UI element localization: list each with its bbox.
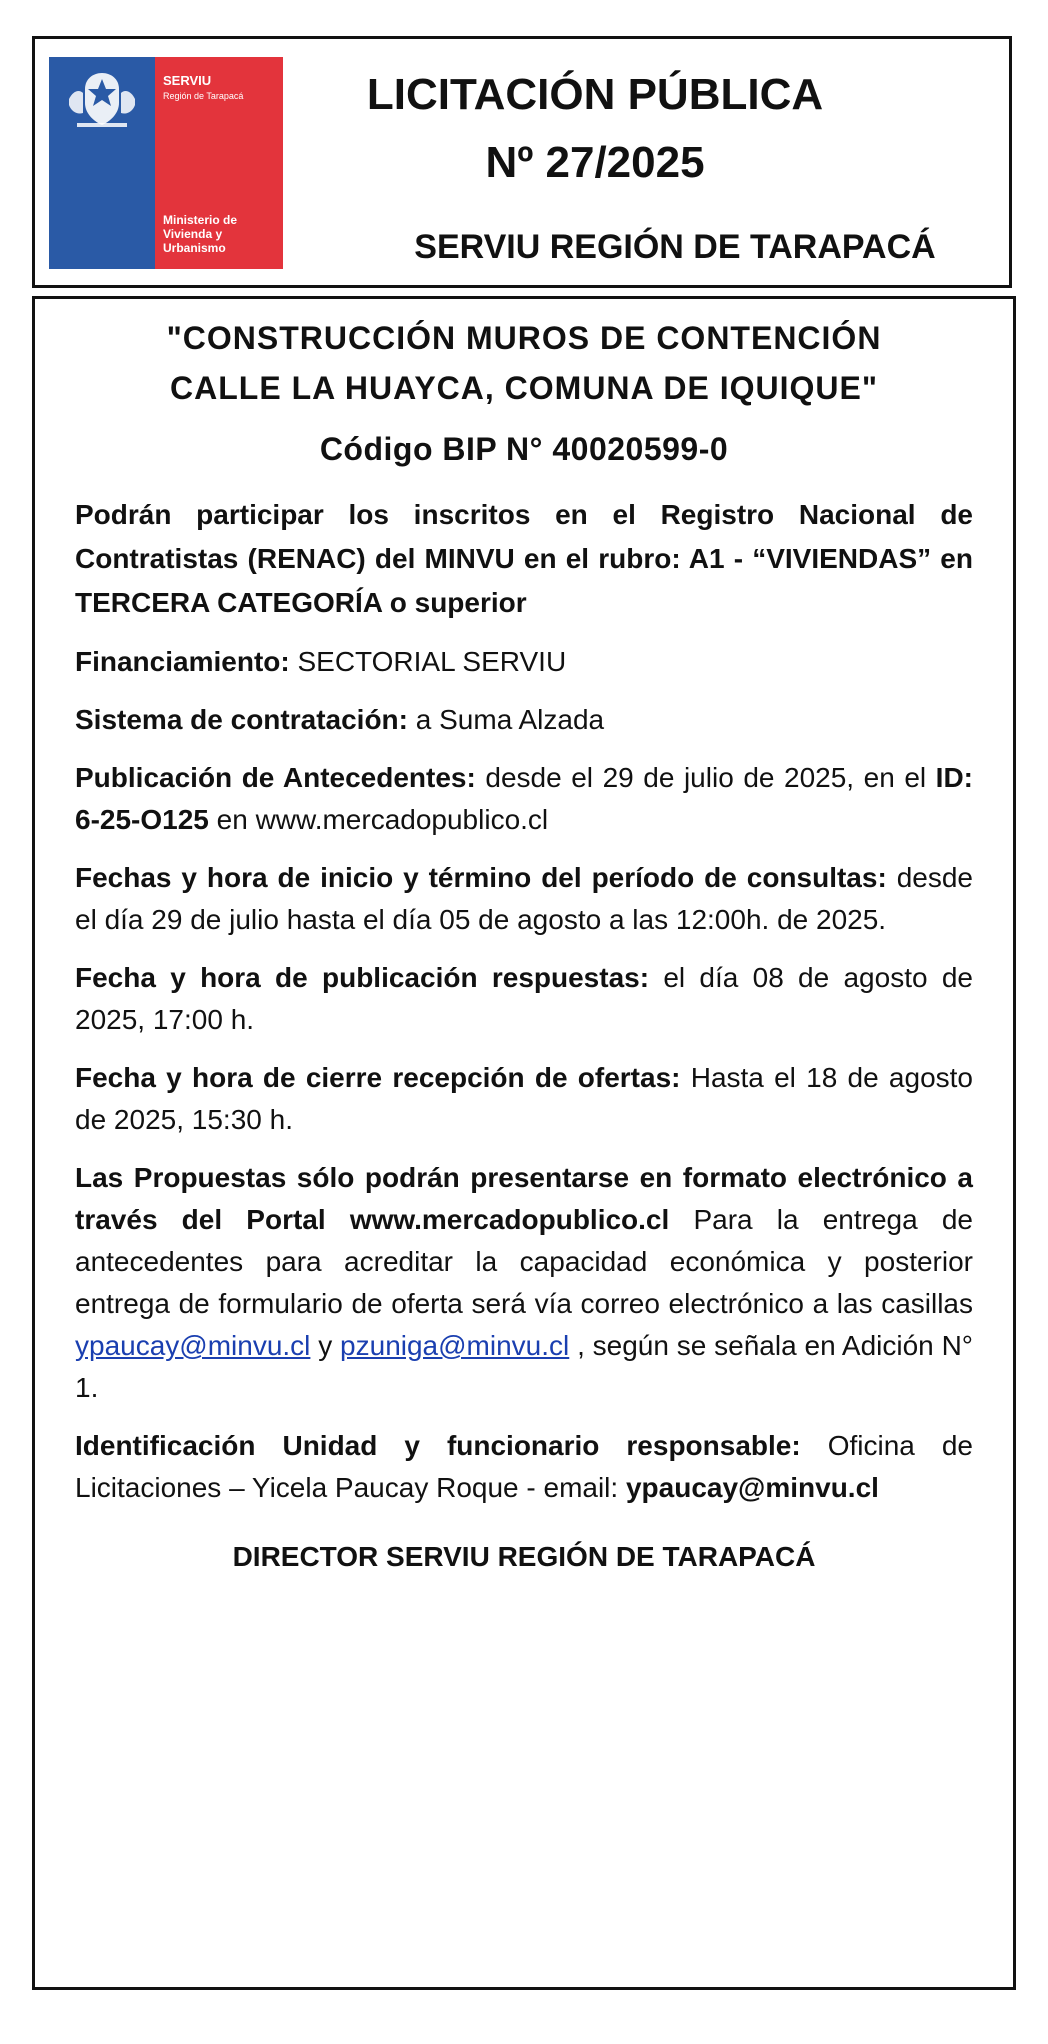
- contract-system-paragraph: [75, 699, 973, 741]
- queries-label: Fechas y hora de inicio y término del período de consultas:: [75, 862, 887, 893]
- email-link-ypaucay[interactable]: ypaucay@minvu.cl: [75, 1330, 311, 1361]
- publication-paragraph: [75, 757, 973, 841]
- email-link-pzuniga[interactable]: pzuniga@minvu.cl: [340, 1330, 570, 1361]
- proposals-text-3: , según se señala en Adición N° 1.: [75, 1330, 973, 1403]
- page-title: LICITACIÓN PÚBLICA: [366, 70, 824, 119]
- eligibility-paragraph: Podrán participar los inscritos en el Registro Nacional de Contratistas (RENAC) del MINVU en el rubro: A1 - “VIVIENDAS” en TERCERA CATEGORÍA o superior: [75, 499, 973, 618]
- queries-value: desde el día 29 de julio hasta el día 05 de agosto a las 12:00h. de 2025.: [75, 862, 973, 935]
- proposals-paragraph: [75, 1157, 973, 1409]
- responsible-value: Oficina de Licitaciones – Yicela Paucay Roque - email:: [75, 1430, 973, 1503]
- answers-paragraph: [75, 957, 973, 1041]
- closing-label: Fecha y hora de cierre recepción de ofertas:: [75, 1062, 681, 1093]
- logo-serviu-text: SERVIU: [163, 73, 212, 88]
- closing-paragraph: [75, 1057, 973, 1141]
- bip-code: Código BIP N° 40020599-0: [319, 431, 729, 467]
- financing-label: Financiamiento:: [75, 646, 290, 677]
- project-title-line-1: "CONSTRUCCIÓN MUROS DE CONTENCIÓN: [166, 320, 882, 356]
- publication-value-2: en www.mercadopublico.cl: [208, 804, 549, 835]
- project-title: [75, 313, 973, 413]
- financing-value: SECTORIAL SERVIU: [289, 646, 567, 677]
- publication-label: Publicación de Antecedentes:: [75, 762, 476, 793]
- responsible-label: Identificación Unidad y funcionario responsable:: [75, 1430, 801, 1461]
- publication-id: ID: 6-25-O125: [75, 762, 973, 835]
- coat-of-arms-icon: [63, 69, 141, 131]
- director-signature: DIRECTOR SERVIU REGIÓN DE TARAPACÁ: [232, 1541, 816, 1572]
- tender-number: Nº 27/2025: [485, 138, 705, 187]
- queries-paragraph: [75, 857, 973, 941]
- financing-paragraph: [75, 641, 973, 683]
- logo-blue-panel: [49, 57, 155, 269]
- issuer-title: SERVIU REGIÓN DE TARAPACÁ: [414, 228, 936, 266]
- answers-value: el día 08 de agosto de 2025, 17:00 h.: [75, 962, 973, 1035]
- proposals-text-1: Para la entrega de antecedentes para acreditar la capacidad económica y posterior entrega de formulario de oferta será vía correo electrónico a las casillas: [75, 1204, 974, 1319]
- responsible-paragraph: [75, 1425, 973, 1509]
- serviu-logo: [49, 57, 283, 269]
- publication-value-1: desde el 29 de julio de 2025, en el: [475, 762, 936, 793]
- answers-label: Fecha y hora de publicación respuestas:: [75, 962, 650, 993]
- logo-ministry-text: Ministerio de Vivienda y Urbanismo: [163, 213, 238, 255]
- responsible-email: ypaucay@minvu.cl: [625, 1472, 879, 1503]
- header-box: [32, 36, 1012, 288]
- proposals-bold-text: Las Propuestas sólo podrán presentarse en formato electrónico a través del Portal www.mercadopublico.cl: [75, 1162, 973, 1235]
- logo-red-panel: [155, 57, 283, 269]
- main-content-box: [32, 296, 1016, 1990]
- closing-value: Hasta el 18 de agosto de 2025, 15:30 h.: [75, 1062, 973, 1135]
- contract-system-label: Sistema de contratación:: [75, 704, 408, 735]
- proposals-text-2: y: [310, 1330, 341, 1361]
- contract-system-value: a Suma Alzada: [407, 704, 605, 735]
- project-title-line-2: CALLE LA HUAYCA, COMUNA DE IQUIQUE": [170, 370, 878, 406]
- logo-region-text: Región de Tarapacá: [163, 91, 244, 101]
